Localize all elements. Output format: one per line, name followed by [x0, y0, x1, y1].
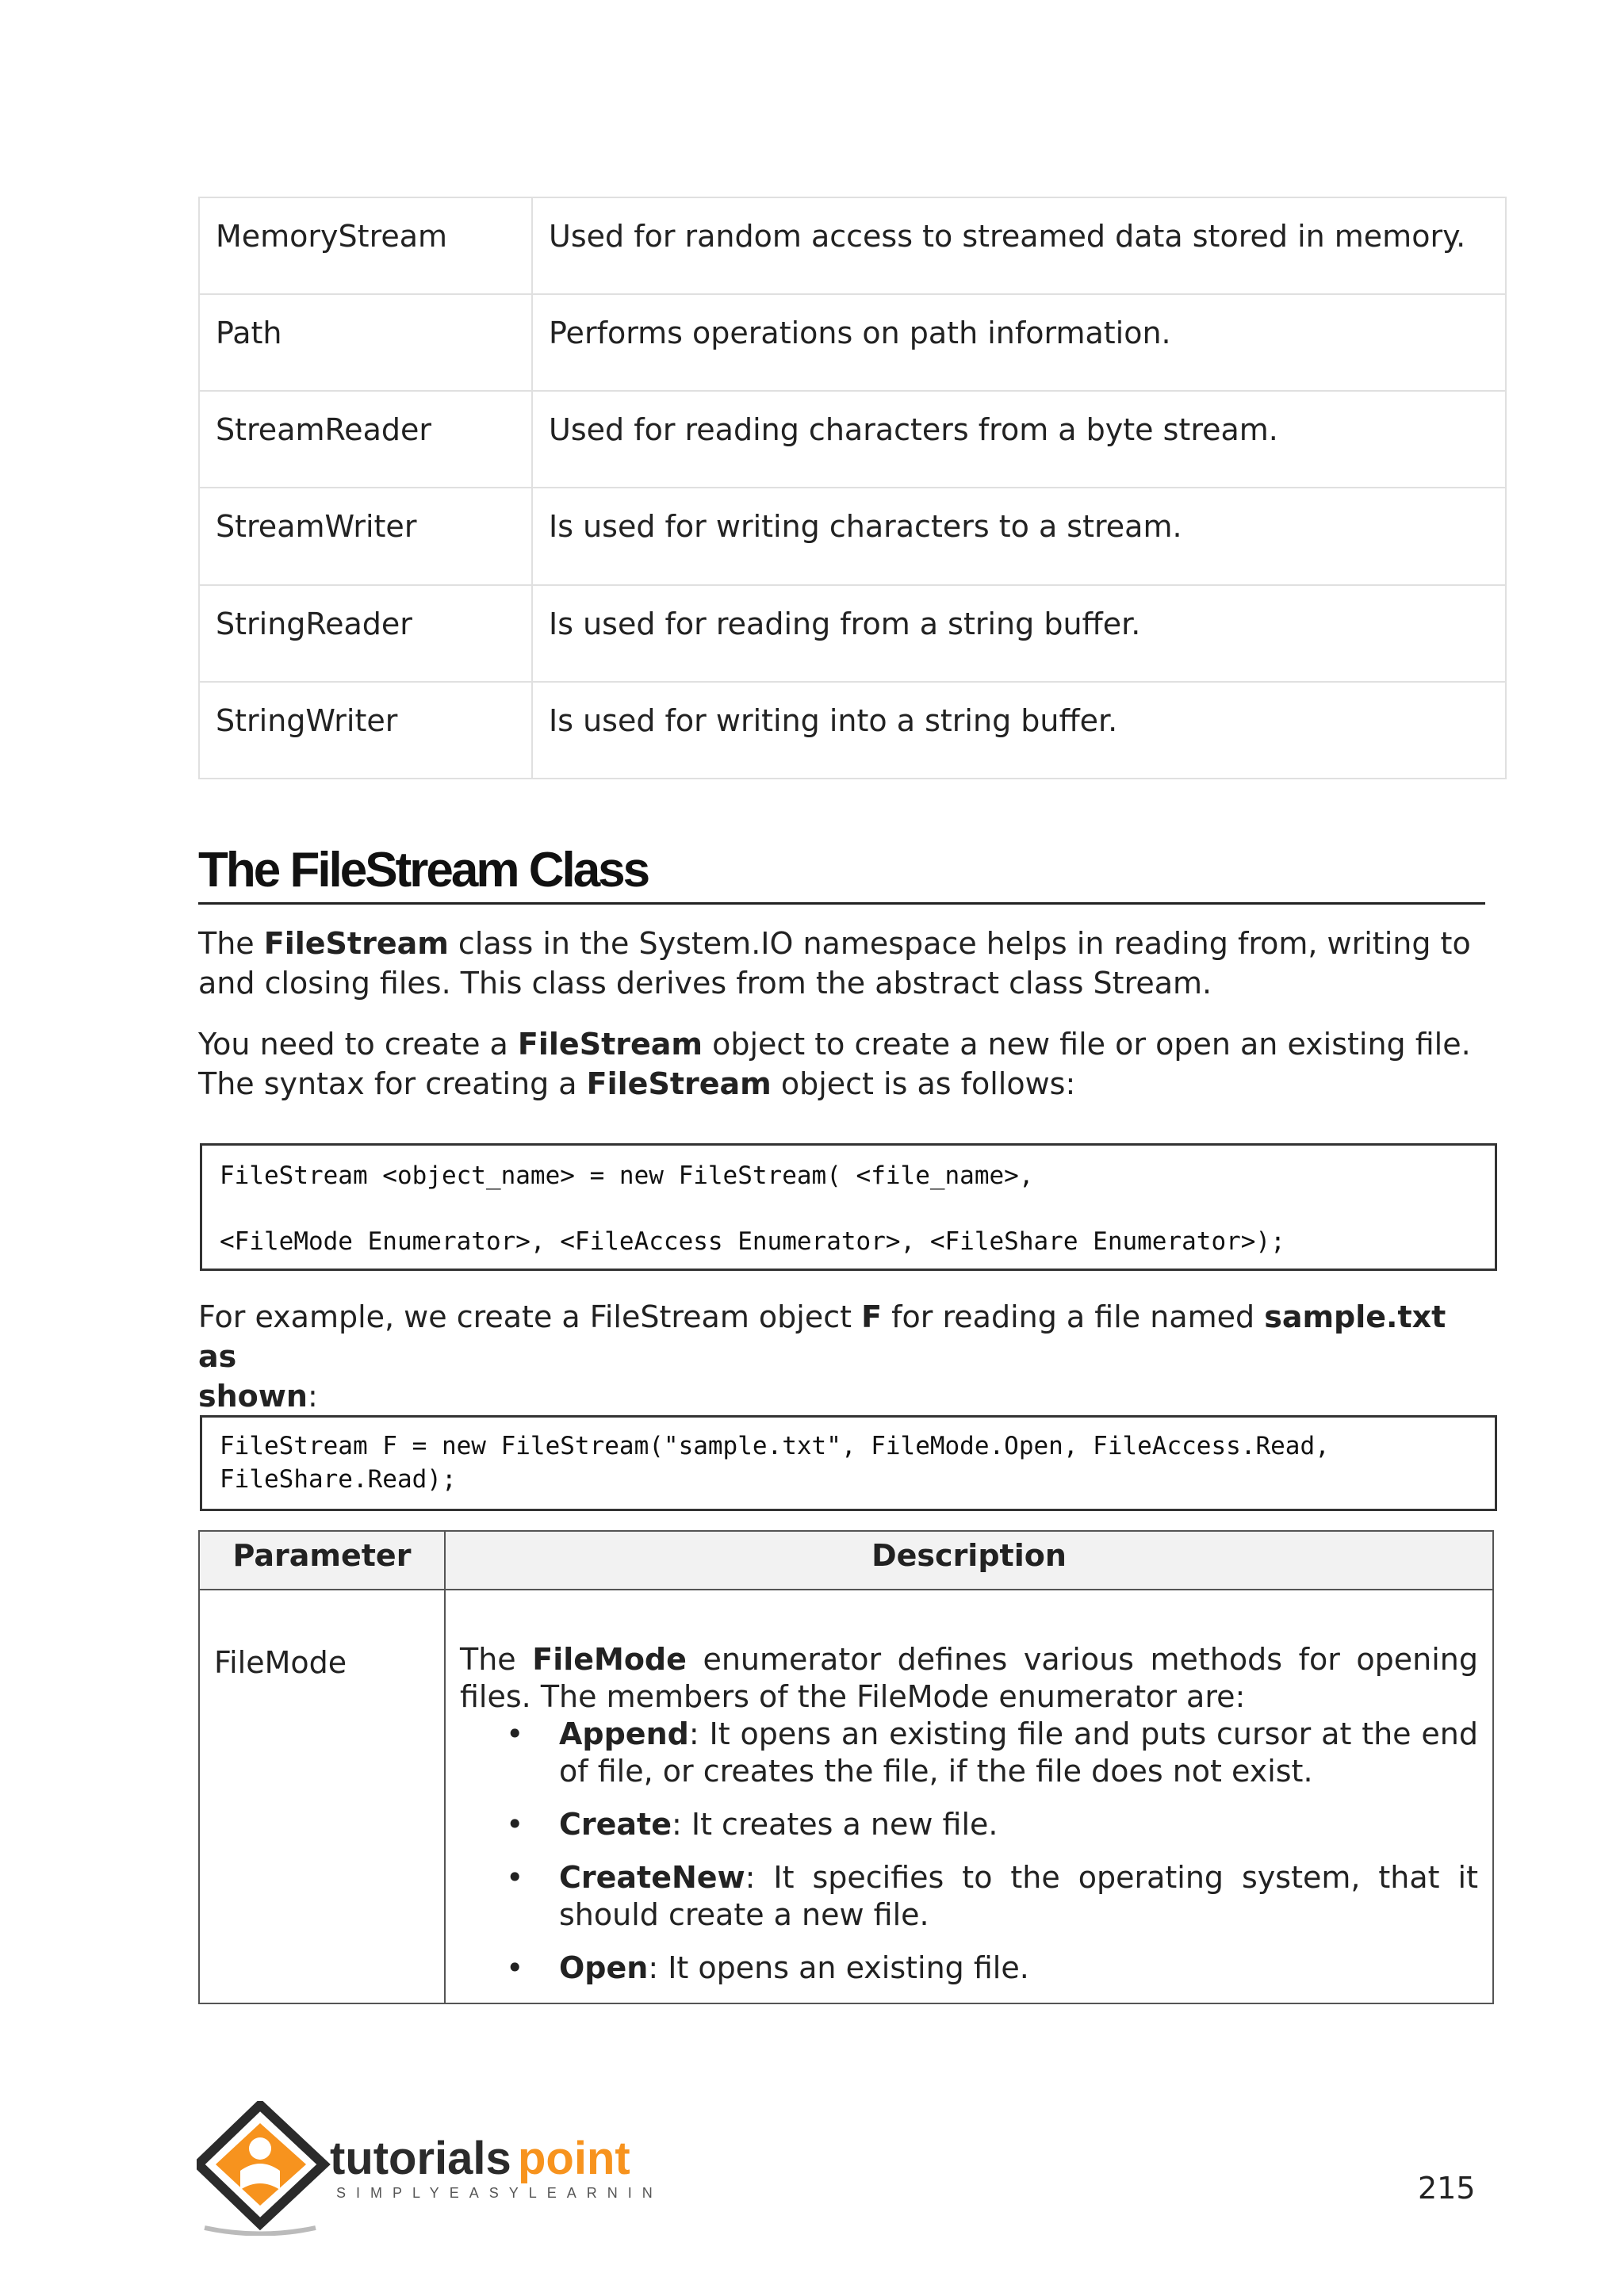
page-number: 215: [1418, 2171, 1476, 2206]
class-name-cell: Path: [199, 294, 532, 391]
bold-term: FileStream: [517, 1027, 703, 1062]
member-text: : It opens an existing file and puts cursor at the end of file, or creates the file, if the file does not exist.: [559, 1716, 1478, 1789]
code-line: FileStream F = new FileStream("sample.txt", FileMode.Open, FileAccess.Read,: [220, 1432, 1330, 1460]
member-text: : It specifies to the operating system, that it should create a new file.: [559, 1860, 1478, 1932]
tutorialspoint-logo: [197, 2101, 657, 2236]
table-row: [199, 197, 1506, 294]
bullet-icon: •: [506, 1860, 524, 1895]
table-row: [199, 682, 1506, 779]
member-name: Create: [559, 1807, 672, 1842]
description-cell: [445, 1590, 1493, 2003]
class-name-cell: StreamReader: [199, 391, 532, 488]
paragraph-example-intro: [198, 1297, 1487, 1416]
table-row: [199, 1590, 1493, 2003]
bold-term: FileMode: [532, 1642, 687, 1677]
section-heading: The FileStream Class: [198, 843, 649, 897]
text: The: [198, 926, 264, 961]
class-description-cell: Is used for reading from a string buffer.: [532, 585, 1506, 682]
bold-term: FileStream: [586, 1066, 772, 1101]
logo-wordmark-b: point: [518, 2133, 630, 2184]
code-line: FileStream <object_name> = new FileStream( <file_name>,: [220, 1161, 1034, 1190]
class-description-cell: Is used for writing characters to a stream.: [532, 488, 1506, 584]
code-block-example: [200, 1415, 1497, 1511]
text: object is as follows:: [771, 1066, 1076, 1101]
code-line: <FileMode Enumerator>, <FileAccess Enumerator>, <FileShare Enumerator>);: [220, 1227, 1285, 1256]
class-description-cell: Used for reading characters from a byte stream.: [532, 391, 1506, 488]
member-text: : It opens an existing file.: [648, 1950, 1029, 1985]
paragraph-intro: [198, 924, 1487, 1003]
member-name: CreateNew: [559, 1860, 745, 1895]
code-line: FileShare.Read);: [220, 1465, 457, 1494]
list-item: [460, 1806, 1478, 1843]
class-name-cell: MemoryStream: [199, 197, 532, 294]
class-table: [198, 197, 1507, 779]
bold-term: sample.txt as: [198, 1299, 1446, 1374]
bold-term: shown: [198, 1379, 308, 1414]
member-text: : It creates a new file.: [671, 1807, 998, 1842]
bullet-icon: •: [506, 1950, 524, 1985]
bullet-icon: •: [506, 1807, 524, 1842]
table-row: [199, 488, 1506, 584]
table-header-row: [199, 1531, 1493, 1590]
text: for reading a file named: [882, 1299, 1265, 1334]
code-block-syntax: [200, 1143, 1497, 1271]
class-description-cell: Is used for writing into a string buffer.: [532, 682, 1506, 779]
class-name-cell: StreamWriter: [199, 488, 532, 584]
member-name: Open: [559, 1950, 649, 1985]
bold-term: F: [861, 1299, 883, 1334]
logo-tagline: SIMPLYEASYLEARNING: [336, 2185, 657, 2201]
class-name-cell: StringReader: [199, 585, 532, 682]
text: enumerator defines various methods for opening files. The members of the FileMode enumerator are:: [460, 1642, 1478, 1714]
logo-diamond-icon: [198, 2105, 324, 2234]
table-row: [199, 391, 1506, 488]
member-name: Append: [559, 1716, 689, 1751]
heading-underline: [198, 902, 1485, 905]
parameter-table: [198, 1530, 1494, 2004]
text: object to create a new file or open an existing file.: [703, 1027, 1471, 1062]
filemode-members-list: [460, 1716, 1478, 1987]
header-parameter: Parameter: [199, 1531, 445, 1590]
text: :: [307, 1379, 318, 1414]
text: You need to create a: [198, 1027, 518, 1062]
bullet-icon: •: [506, 1716, 524, 1751]
header-description: Description: [445, 1531, 1493, 1590]
description-intro: [460, 1641, 1478, 1716]
parameter-cell: FileMode: [199, 1590, 445, 2003]
text: and closing files. This class derives from the abstract class Stream.: [198, 966, 1212, 1001]
text: The: [460, 1642, 533, 1677]
class-description-cell: Performs operations on path information.: [532, 294, 1506, 391]
text: For example, we create a FileStream object: [198, 1299, 862, 1334]
text: The syntax for creating a: [198, 1066, 587, 1101]
paragraph-syntax-intro: [198, 1024, 1487, 1104]
class-name-cell: StringWriter: [199, 682, 532, 779]
list-item: [460, 1859, 1478, 1934]
class-description-cell: Used for random access to streamed data stored in memory.: [532, 197, 1506, 294]
table-row: [199, 585, 1506, 682]
list-item: [460, 1716, 1478, 1790]
list-item: [460, 1950, 1478, 1987]
bold-term: FileStream: [263, 926, 449, 961]
table-row: [199, 294, 1506, 391]
text: class in the System.IO namespace helps in reading from, writing to: [448, 926, 1471, 961]
logo-wordmark-a: tutorials: [330, 2133, 511, 2184]
